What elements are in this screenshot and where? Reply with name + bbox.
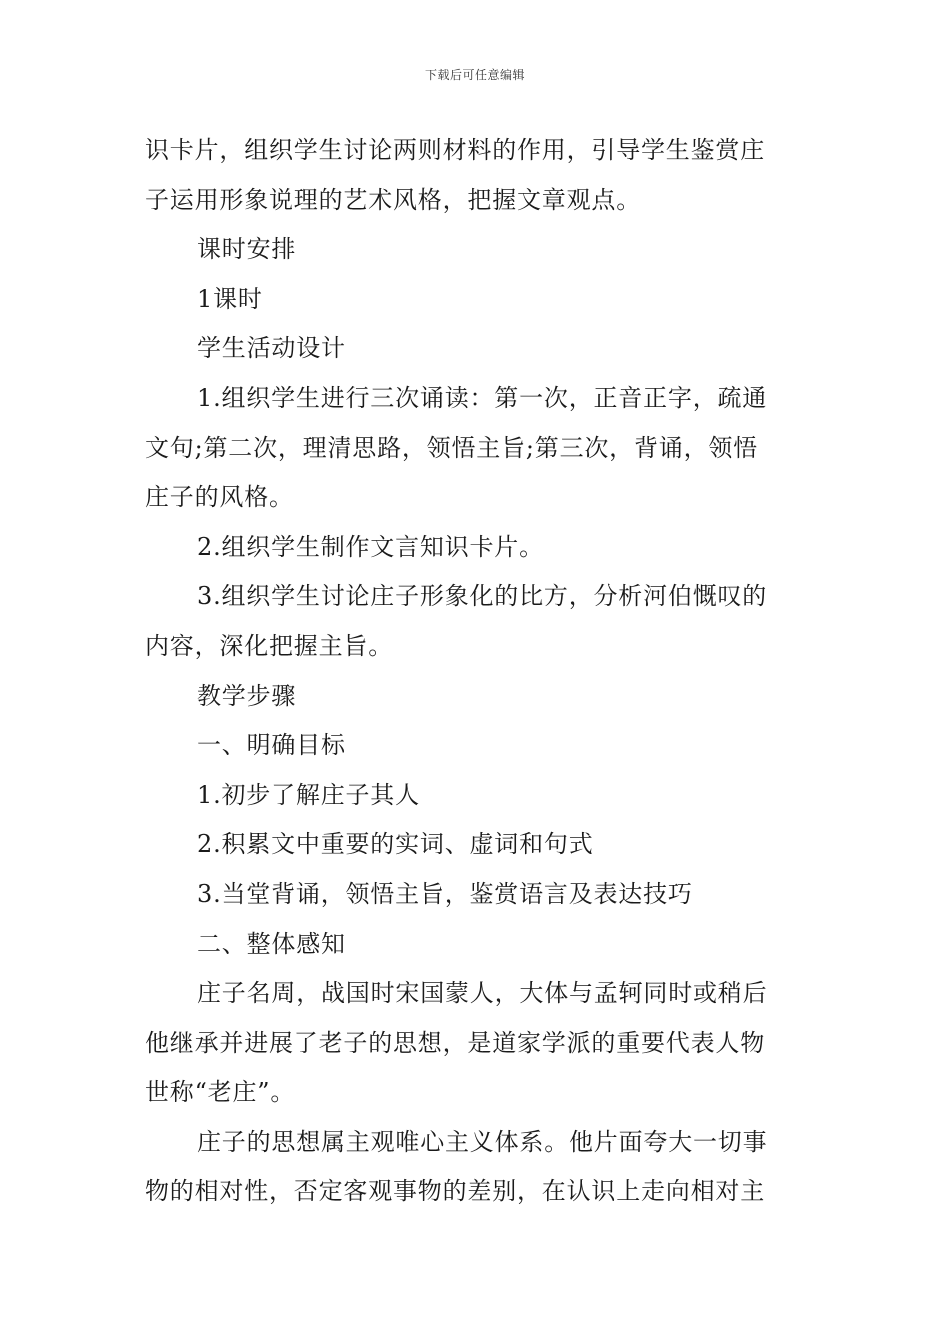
text-line: 内容，深化把握主旨。 [145,631,393,660]
text-line: 他继承并进展了老子的思想，是道家学派的重要代表人物 [145,1028,765,1057]
text-line: 2.积累文中重要的实词、虚词和句式 [197,830,594,859]
section-heading: 一、明确目标 [197,731,346,760]
text-line: 庄子名周，战国时宋国蒙人，大体与孟轲同时或稍后 [197,979,768,1008]
section-heading: 教学步骤 [197,681,297,710]
document-body [145,126,810,1217]
text-line: 3.当堂背诵，领悟主旨，鉴赏语言及表达技巧 [197,879,693,908]
text-line: 1课时 [197,284,263,313]
page-header: 下载后可任意编辑 [424,68,525,82]
section-heading: 课时安排 [197,235,297,264]
text-line: 子运用形象说理的艺术风格，把握文章观点。 [145,185,641,214]
text-line: 庄子的思想属主观唯心主义体系。他片面夸大一切事 [197,1127,768,1156]
text-line: 2.组织学生制作文言知识卡片。 [197,532,544,561]
section-heading: 二、整体感知 [197,929,346,958]
text-line: 3.组织学生讨论庄子形象化的比方，分析河伯慨叹的 [197,582,768,611]
section-heading: 学生活动设计 [197,334,346,363]
text-line: 庄子的风格。 [145,483,294,512]
text-line: 1.初步了解庄子其人 [197,780,420,809]
text-line: 识卡片，组织学生讨论两则材料的作用，引导学生鉴赏庄 [145,136,765,164]
text-line: 1.组织学生进行三次诵读：第一次，正音正字，疏通 [197,383,768,412]
text-line: 世称“老庄”。 [145,1078,296,1107]
text-line: 物的相对性，否定客观事物的差别，在认识上走向相对主 [145,1177,765,1206]
text-line: 文句;第二次，理清思路，领悟主旨;第三次，背诵，领悟 [145,433,758,462]
